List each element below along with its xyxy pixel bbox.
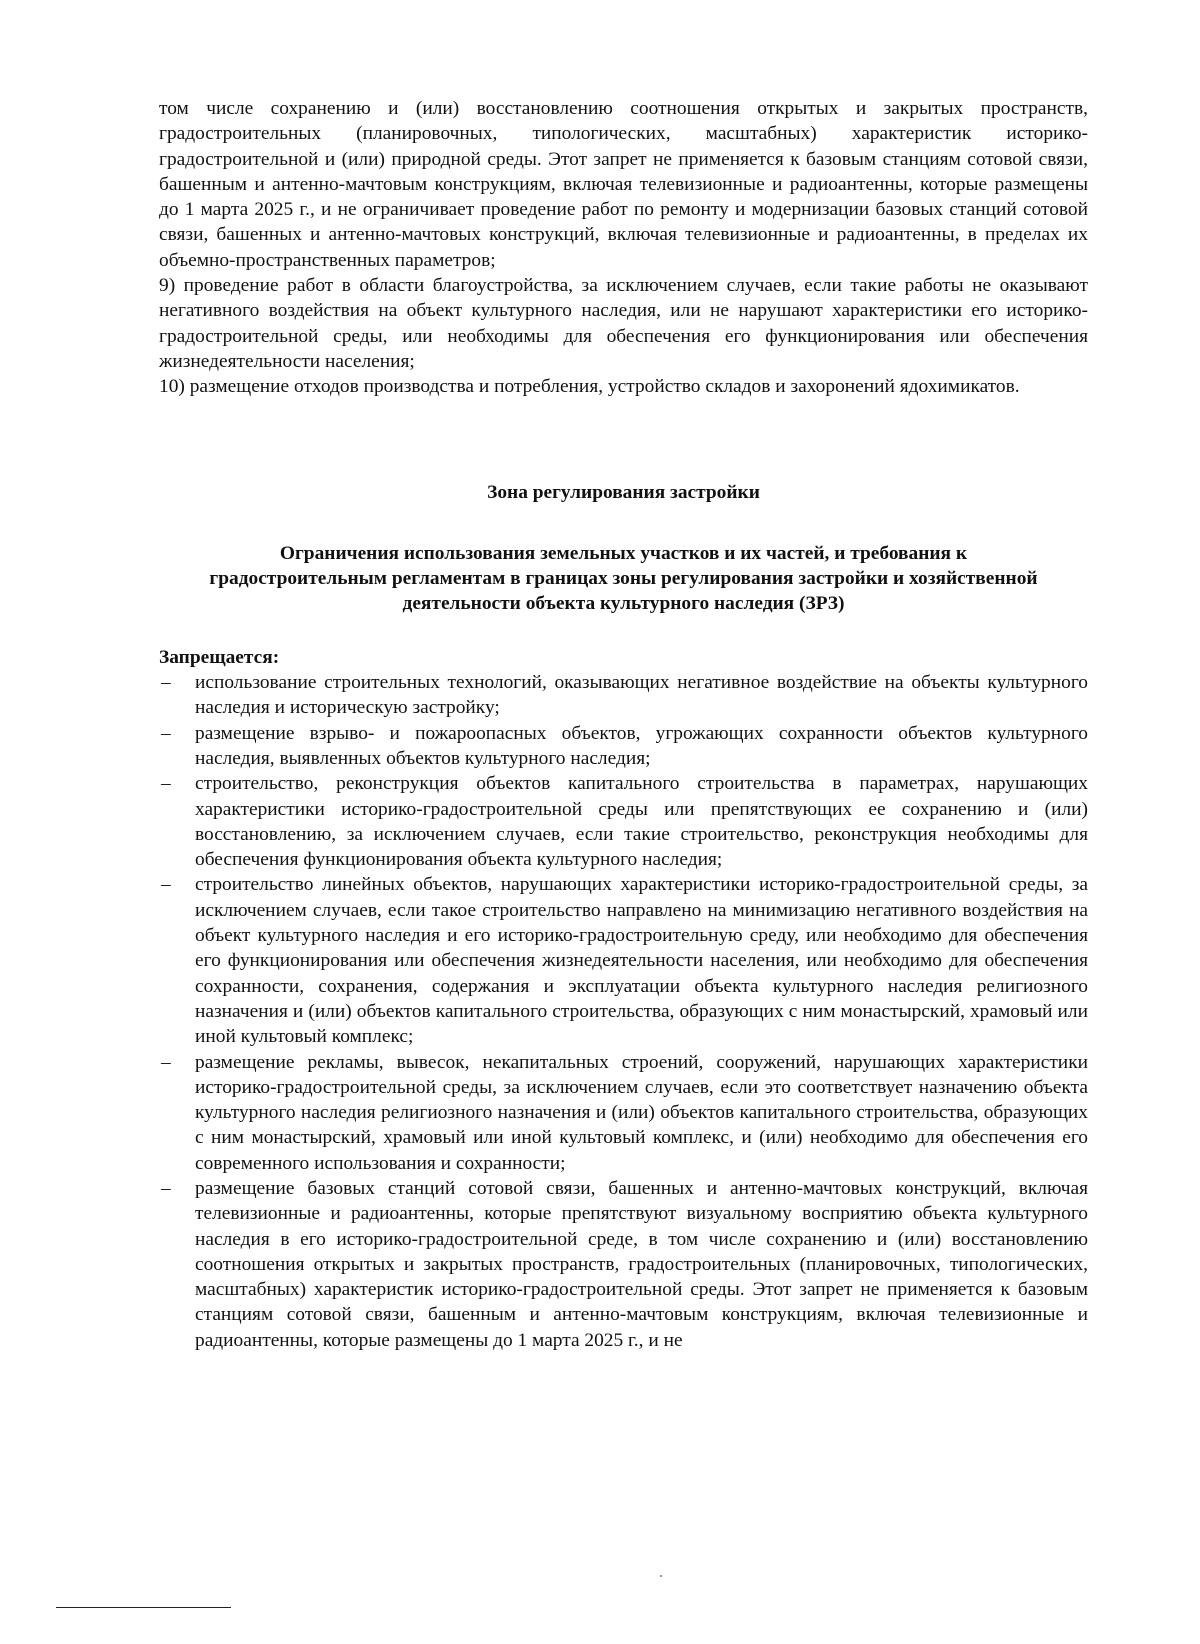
prohibitions-list — [159, 670, 1088, 1353]
label-gap — [159, 617, 1088, 645]
zone-title: Зона регулирования застройки — [487, 481, 760, 503]
list-item-text: размещение рекламы, вывесок, некапитальных строений, сооружений, нарушающих характеристики историко-градостроительной среды, за исключением случаев, если это соответствует назначению объекта культурного наследия религиозного назначения и (или) объектов капитального строительства, образующих с ним монастырский, храмовый или иной культовый комплекс, и (или) необходимо для обеспечения его современного использования и сохранности; — [195, 1051, 1088, 1174]
list-item-text: размещение взрыво- и пожароопасных объектов, угрожающих сохранности объектов культурного наследия, выявленных объектов культурного наследия; — [195, 722, 1088, 769]
list-item-text: использование строительных технологий, оказывающих негативное воздействие на объекты культурного наследия и историческую застройку; — [195, 672, 1088, 719]
list-item — [159, 1050, 1088, 1176]
list-item — [159, 1176, 1088, 1353]
dash-marker: – — [161, 722, 171, 744]
dash-marker: – — [161, 773, 171, 795]
list-item — [159, 771, 1088, 872]
section-gap — [159, 400, 1088, 480]
dash-marker: – — [161, 672, 171, 694]
list-item — [159, 872, 1088, 1049]
list-item-text: строительство, реконструкция объектов капитального строительства в параметрах, нарушающих характеристики историко-градостроительной среды или препятствующих ее сохранению и (или) восстановлению, за исключением случаев, если такие строительство, реконструкция необходимы для обеспечения функционирования объекта культурного наследия; — [195, 773, 1088, 871]
list-item-10: 10) размещение отходов производства и потребления, устройство складов и захоронений ядохимикатов. — [159, 376, 1020, 398]
continuation-paragraph: том числе сохранению и (или) восстановлению соотношения открытых и закрытых пространств, градостроительных (планировочных, типологических, масштабных) характеристик историко-градостроительной и (или) природной среды. Этот запрет не применяется к базовым станциям сотовой связи, башенным и антенно-мачтовым конструкциям, включая телевизионные и радиоантенны, которые размещены до 1 марта 2025 г., и не ограничивает проведение работ по ремонту и модернизации базовых станций сотовой связи, башенных и антенно-мачтовых конструкций, включая телевизионные и радиоантенны, в пределах их объемно-пространственных параметров; — [159, 98, 1088, 271]
prohibited-label: Запрещается: — [159, 646, 280, 668]
list-item — [159, 721, 1088, 772]
list-item-text: строительство линейных объектов, нарушающих характеристики историко-градостроительной среды, за исключением случаев, если такое строительство направлено на минимизацию негативного воздействия на объект культурного наследия и его историко-градостроительную среду, или необходимо для обеспечения его функционирования или обеспечения жизнедеятельности населения, или необходимо для обеспечения сохранности, сохранения, содержания и эксплуатации объекта культурного наследия религиозного назначения и (или) объектов капитального строительства, образующих с ним монастырский, храмовый или иной культовый комплекс; — [195, 874, 1088, 1048]
dash-marker: – — [161, 1051, 171, 1073]
dash-marker: – — [161, 1177, 171, 1199]
heading-gap — [159, 505, 1088, 541]
document-body — [159, 96, 1088, 1353]
footnote-separator — [56, 1607, 231, 1608]
list-item-text: размещение базовых станций сотовой связи, башенных и антенно-мачтовых конструкций, включая телевизионные и радиоантенны, которые препятствуют визуальному восприятию объекта культурного наследия в его историко-градостроительной среде, в том числе сохранению и (или) восстановлению соотношения открытых и закрытых пространств, градостроительных (планировочных, типологических, масштабных) характеристик историко-градостроительной среды. Этот запрет не применяется к базовым станциям сотовой связи, башенным и антенно-мачтовым конструкциям, включая телевизионные и радиоантенны, которые размещены до 1 марта 2025 г., и не — [195, 1177, 1088, 1351]
list-item-9: 9) проведение работ в области благоустройства, за исключением случаев, если такие работы не оказывают негативного воздействия на объект культурного наследия, или не нарушают характеристики его историко-градостроительной среды, или необходимы для обеспечения его функционирования или обеспечения жизнедеятельности населения; — [159, 275, 1088, 372]
list-item — [159, 670, 1088, 721]
scan-speck — [660, 1575, 662, 1577]
section-heading: Ограничения использования земельных участков и их частей, и требования к градостроительным регламентам в границах зоны регулирования застройки и хозяйственной деятельности объекта культурного наследия (ЗРЗ) — [209, 542, 1038, 615]
dash-marker: – — [161, 874, 171, 896]
